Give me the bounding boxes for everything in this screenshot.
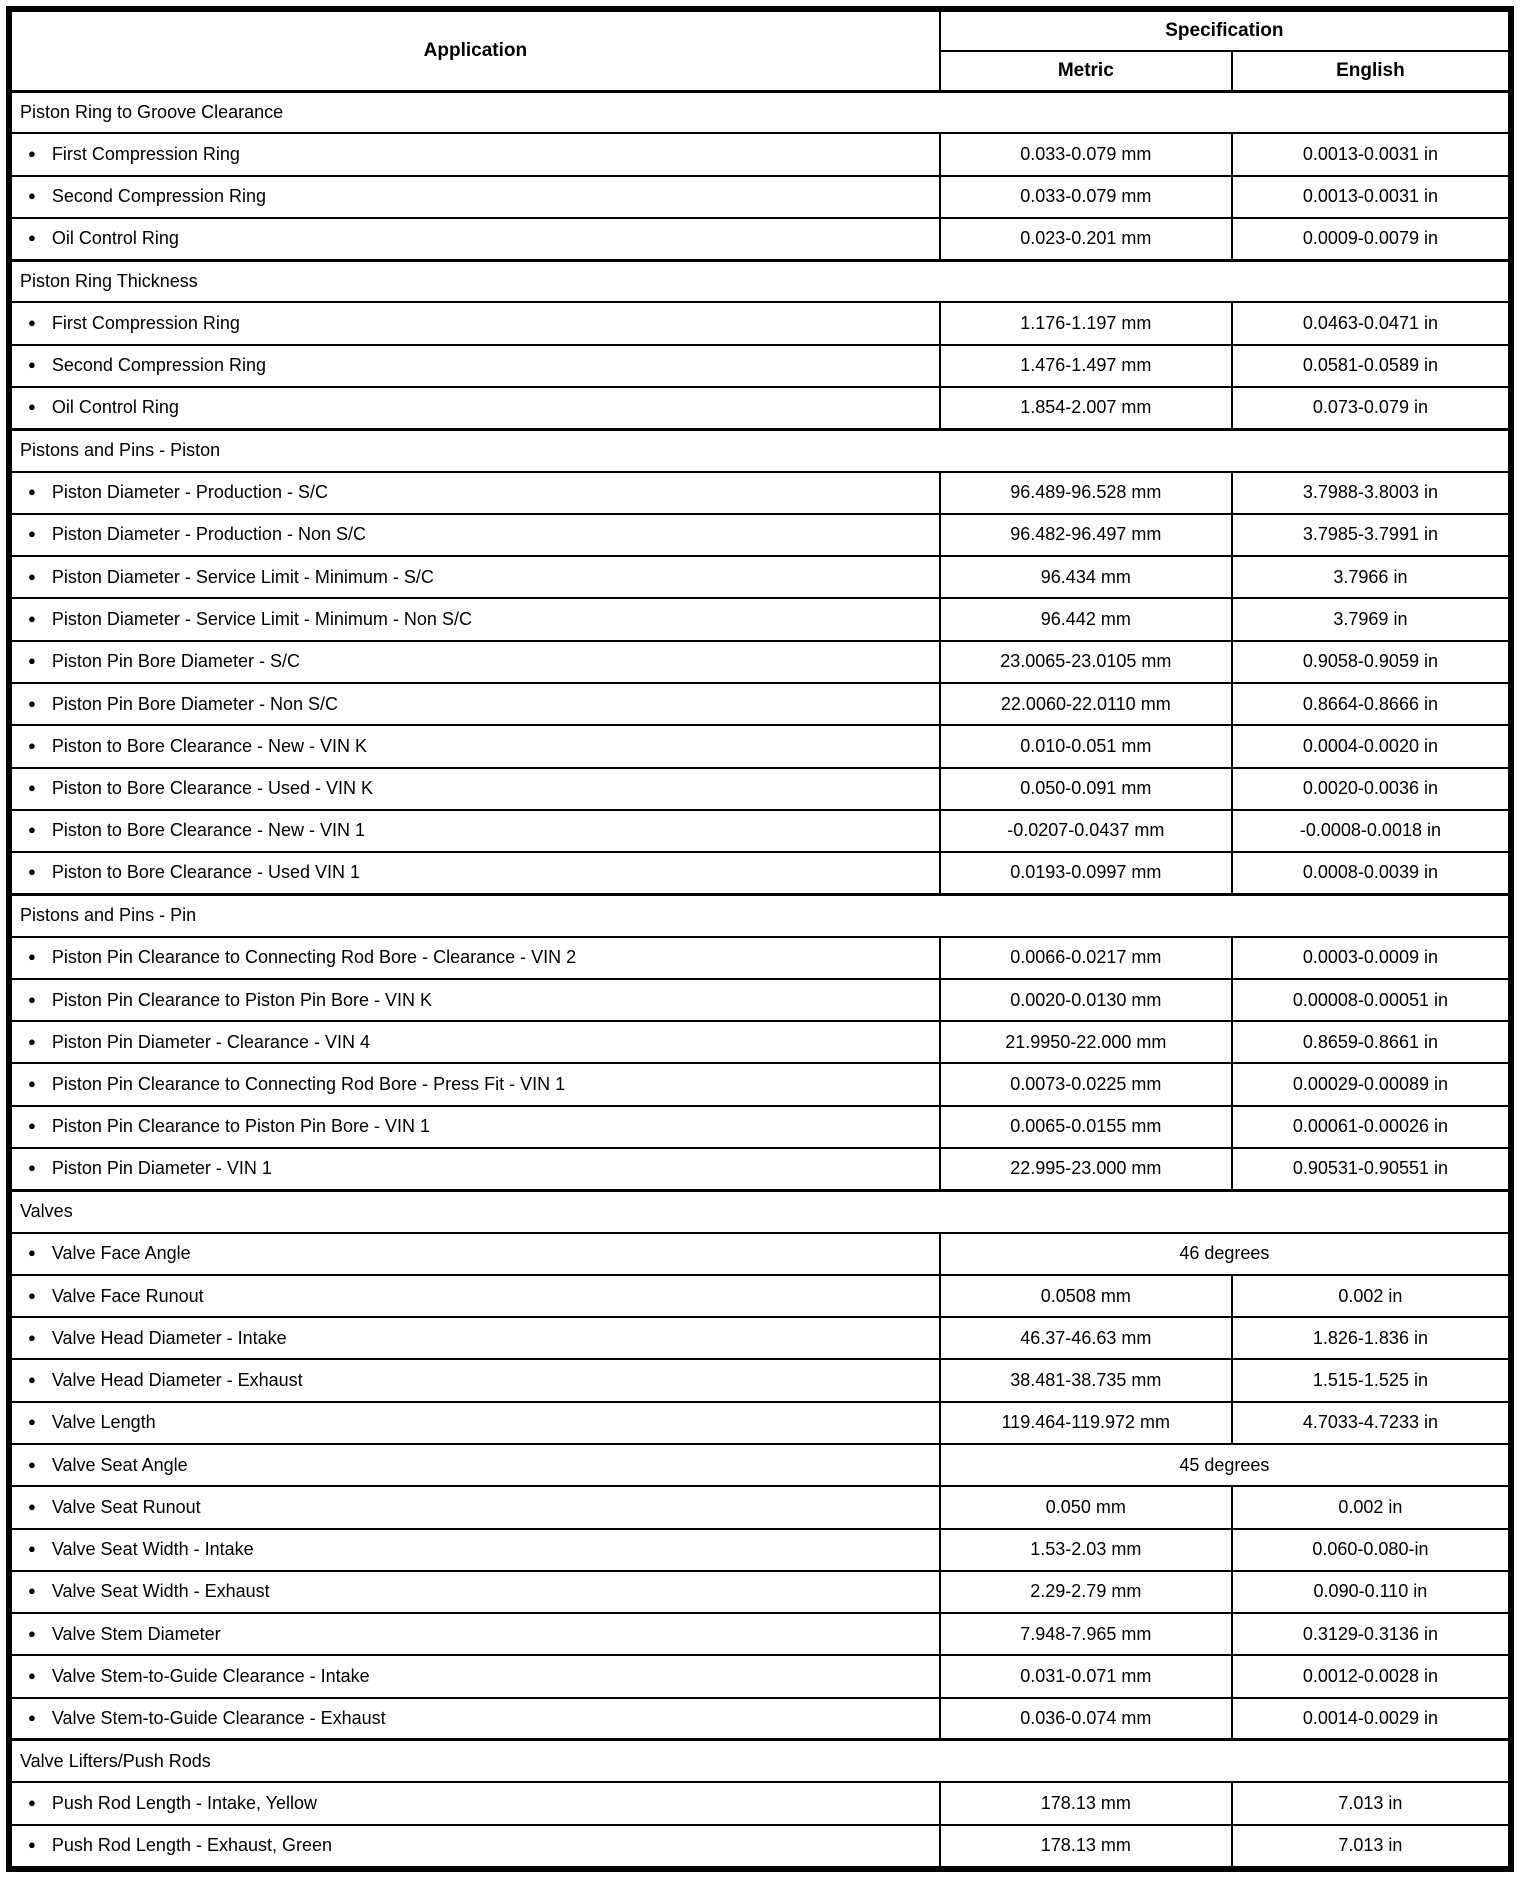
section-title: Piston Ring to Groove Clearance — [11, 91, 1509, 133]
spec-row — [11, 1275, 1509, 1317]
bullet-icon: ● — [28, 399, 36, 415]
spec-value-english: 4.7033-4.7233 in — [1232, 1402, 1509, 1444]
spec-value-english: 0.0013-0.0031 in — [1232, 176, 1509, 218]
spec-label-cell — [11, 133, 940, 175]
spec-value-metric: 0.010-0.051 mm — [940, 725, 1232, 767]
spec-row — [11, 218, 1509, 260]
spec-label-cell — [11, 1148, 940, 1190]
spec-row — [11, 979, 1509, 1021]
spec-label-cell — [11, 852, 940, 894]
bullet-icon: ● — [28, 230, 36, 246]
spec-value-english: 0.090-0.110 in — [1232, 1571, 1509, 1613]
spec-label-text: Valve Head Diameter - Intake — [51, 1327, 287, 1348]
spec-value-metric: 0.0066-0.0217 mm — [940, 937, 1232, 979]
spec-label-text: Valve Seat Width - Intake — [51, 1539, 254, 1560]
spec-row — [11, 1317, 1509, 1359]
spec-value-metric: 0.0073-0.0225 mm — [940, 1063, 1232, 1105]
spec-value-metric: 0.033-0.079 mm — [940, 176, 1232, 218]
spec-row — [11, 1698, 1509, 1740]
spec-value-english: 0.3129-0.3136 in — [1232, 1613, 1509, 1655]
column-header-metric: Metric — [940, 51, 1232, 91]
bullet-icon: ● — [28, 1625, 36, 1641]
spec-label-cell — [11, 979, 940, 1021]
spec-label-cell — [11, 768, 940, 810]
spec-value-english: 0.002 in — [1232, 1486, 1509, 1528]
spec-label-cell — [11, 556, 940, 598]
spec-value-metric: 178.13 mm — [940, 1782, 1232, 1824]
spec-value-english: 0.8659-0.8661 in — [1232, 1021, 1509, 1063]
spec-row — [11, 683, 1509, 725]
bullet-icon: ● — [28, 1498, 36, 1514]
spec-value-metric: 0.0065-0.0155 mm — [940, 1106, 1232, 1148]
spec-value-metric: 96.489-96.528 mm — [940, 472, 1232, 514]
spec-label-text: Piston Pin Clearance to Connecting Rod Bore - Clearance - VIN 2 — [51, 947, 577, 968]
spec-label-text: Piston Pin Bore Diameter - Non S/C — [51, 693, 338, 714]
spec-label-text: Piston to Bore Clearance - Used - VIN K — [51, 778, 373, 799]
table-header — [11, 11, 1509, 91]
section-title: Pistons and Pins - Pin — [11, 894, 1509, 936]
spec-label-cell — [11, 1359, 940, 1401]
spec-row — [11, 1782, 1509, 1824]
spec-label-cell — [11, 1613, 940, 1655]
spec-row — [11, 1444, 1509, 1486]
spec-row — [11, 1529, 1509, 1571]
spec-label-cell — [11, 514, 940, 556]
spec-value-metric: 46.37-46.63 mm — [940, 1317, 1232, 1359]
bullet-icon: ● — [28, 315, 36, 331]
spec-value-metric: 0.033-0.079 mm — [940, 133, 1232, 175]
spec-value-english: 0.0008-0.0039 in — [1232, 852, 1509, 894]
bullet-icon: ● — [28, 1668, 36, 1684]
bullet-icon: ● — [28, 1456, 36, 1472]
spec-label-text: Piston Pin Clearance to Piston Pin Bore - VIN 1 — [51, 1116, 431, 1137]
spec-value-metric: 1.176-1.197 mm — [940, 302, 1232, 344]
spec-label-text: Valve Seat Width - Exhaust — [51, 1581, 270, 1602]
spec-label-text: Valve Face Runout — [51, 1285, 204, 1306]
bullet-icon: ● — [28, 653, 36, 669]
spec-value-english: 0.0004-0.0020 in — [1232, 725, 1509, 767]
section-row — [11, 429, 1509, 471]
spec-label-text: Valve Stem Diameter — [51, 1623, 221, 1644]
spec-value-metric: 0.0193-0.0997 mm — [940, 852, 1232, 894]
spec-value-english: 0.0014-0.0029 in — [1232, 1698, 1509, 1740]
spec-value-english: 0.0581-0.0589 in — [1232, 345, 1509, 387]
spec-label-text: Second Compression Ring — [51, 355, 266, 376]
spec-row — [11, 598, 1509, 640]
spec-value-metric: -0.0207-0.0437 mm — [940, 810, 1232, 852]
spec-label-text: Valve Stem-to-Guide Clearance - Intake — [51, 1666, 370, 1687]
spec-label-text: Piston Diameter - Service Limit - Minimum - Non S/C — [51, 609, 472, 630]
bullet-icon: ● — [28, 949, 36, 965]
spec-label-text: Piston to Bore Clearance - Used VIN 1 — [51, 862, 361, 883]
section-row — [11, 260, 1509, 302]
spec-value-english: 0.060-0.080-in — [1232, 1529, 1509, 1571]
spec-value-metric: 0.0508 mm — [940, 1275, 1232, 1317]
spec-value-english: 0.00061-0.00026 in — [1232, 1106, 1509, 1148]
bullet-icon: ● — [28, 864, 36, 880]
bullet-icon: ● — [28, 145, 36, 161]
spec-row — [11, 345, 1509, 387]
section-title: Valves — [11, 1190, 1509, 1232]
spec-value-english: 3.7985-3.7991 in — [1232, 514, 1509, 556]
spec-label-cell — [11, 1063, 940, 1105]
spec-value-metric: 1.854-2.007 mm — [940, 387, 1232, 429]
section-row — [11, 91, 1509, 133]
section-title: Valve Lifters/Push Rods — [11, 1740, 1509, 1782]
section-title: Pistons and Pins - Piston — [11, 429, 1509, 471]
spec-label-cell — [11, 345, 940, 387]
spec-value-metric: 0.023-0.201 mm — [940, 218, 1232, 260]
bullet-icon: ● — [28, 1837, 36, 1853]
bullet-icon: ● — [28, 1160, 36, 1176]
spec-label-text: Valve Head Diameter - Exhaust — [51, 1370, 303, 1391]
spec-row — [11, 1021, 1509, 1063]
spec-label-cell — [11, 1655, 940, 1697]
spec-row — [11, 1106, 1509, 1148]
bullet-icon: ● — [28, 1710, 36, 1726]
spec-value-metric: 0.036-0.074 mm — [940, 1698, 1232, 1740]
spec-label-text: Valve Stem-to-Guide Clearance - Exhaust — [51, 1708, 386, 1729]
spec-value-metric: 96.482-96.497 mm — [940, 514, 1232, 556]
spec-value-metric: 119.464-119.972 mm — [940, 1402, 1232, 1444]
spec-label-cell — [11, 810, 940, 852]
spec-label-cell — [11, 937, 940, 979]
spec-value-english: 1.515-1.525 in — [1232, 1359, 1509, 1401]
spec-row — [11, 1825, 1509, 1867]
spec-value-metric: 22.995-23.000 mm — [940, 1148, 1232, 1190]
spec-label-cell — [11, 1529, 940, 1571]
bullet-icon: ● — [28, 568, 36, 584]
spec-value-english: 0.0020-0.0036 in — [1232, 768, 1509, 810]
spec-row — [11, 937, 1509, 979]
bullet-icon: ● — [28, 1414, 36, 1430]
spec-value-metric: 38.481-38.735 mm — [940, 1359, 1232, 1401]
specification-document-page — [6, 6, 1514, 1872]
bullet-icon: ● — [28, 484, 36, 500]
spec-label-text: Piston Diameter - Production - S/C — [51, 482, 328, 503]
spec-label-cell — [11, 176, 940, 218]
spec-label-cell — [11, 1444, 940, 1486]
column-header-application: Application — [11, 11, 940, 91]
spec-label-cell — [11, 1106, 940, 1148]
spec-row — [11, 472, 1509, 514]
spec-row — [11, 1571, 1509, 1613]
spec-value-english: 7.013 in — [1232, 1825, 1509, 1867]
spec-value-metric: 22.0060-22.0110 mm — [940, 683, 1232, 725]
spec-label-text: Piston to Bore Clearance - New - VIN 1 — [51, 820, 365, 841]
spec-label-cell — [11, 1021, 940, 1063]
spec-label-text: Oil Control Ring — [51, 397, 179, 418]
spec-row — [11, 1402, 1509, 1444]
spec-label-cell — [11, 641, 940, 683]
spec-value-metric: 96.442 mm — [940, 598, 1232, 640]
spec-value-metric: 21.9950-22.000 mm — [940, 1021, 1232, 1063]
spec-row — [11, 1613, 1509, 1655]
bullet-icon: ● — [28, 1794, 36, 1810]
spec-value-english: 7.013 in — [1232, 1782, 1509, 1824]
bullet-icon: ● — [28, 695, 36, 711]
spec-value-english: 0.9058-0.9059 in — [1232, 641, 1509, 683]
bullet-icon: ● — [28, 822, 36, 838]
spec-row — [11, 768, 1509, 810]
section-row — [11, 1190, 1509, 1232]
spec-row — [11, 1359, 1509, 1401]
bullet-icon: ● — [28, 1329, 36, 1345]
spec-label-cell — [11, 1275, 940, 1317]
spec-row — [11, 176, 1509, 218]
spec-label-text: Piston Diameter - Service Limit - Minimum - S/C — [51, 566, 434, 587]
spec-row — [11, 556, 1509, 598]
spec-value-metric: 0.0020-0.0130 mm — [940, 979, 1232, 1021]
spec-row — [11, 133, 1509, 175]
spec-label-text: Valve Seat Angle — [51, 1454, 188, 1475]
spec-label-cell — [11, 1825, 940, 1867]
spec-row — [11, 387, 1509, 429]
spec-label-text: Piston Pin Diameter - Clearance - VIN 4 — [51, 1031, 370, 1052]
spec-label-text: Piston Pin Clearance to Piston Pin Bore - VIN K — [51, 989, 433, 1010]
bullet-icon: ● — [28, 357, 36, 373]
table-body — [11, 91, 1509, 1867]
spec-value-metric: 1.53-2.03 mm — [940, 1529, 1232, 1571]
spec-row — [11, 1655, 1509, 1697]
spec-label-text: First Compression Ring — [51, 143, 240, 164]
spec-value-english: 1.826-1.836 in — [1232, 1317, 1509, 1359]
section-row — [11, 894, 1509, 936]
spec-value-combined: 46 degrees — [940, 1233, 1509, 1275]
spec-value-english: 3.7969 in — [1232, 598, 1509, 640]
spec-value-english: -0.0008-0.0018 in — [1232, 810, 1509, 852]
spec-value-metric: 2.29-2.79 mm — [940, 1571, 1232, 1613]
specification-table — [10, 10, 1510, 1868]
spec-value-english: 3.7966 in — [1232, 556, 1509, 598]
spec-label-cell — [11, 598, 940, 640]
spec-value-metric: 0.031-0.071 mm — [940, 1655, 1232, 1697]
spec-value-combined: 45 degrees — [940, 1444, 1509, 1486]
spec-row — [11, 514, 1509, 556]
spec-value-metric: 0.050 mm — [940, 1486, 1232, 1528]
bullet-icon: ● — [28, 991, 36, 1007]
bullet-icon: ● — [28, 1583, 36, 1599]
spec-label-cell — [11, 472, 940, 514]
spec-value-english: 3.7988-3.8003 in — [1232, 472, 1509, 514]
spec-label-text: Piston Pin Diameter - VIN 1 — [51, 1158, 272, 1179]
spec-label-text: Second Compression Ring — [51, 186, 266, 207]
spec-label-text: Valve Length — [51, 1412, 156, 1433]
spec-label-cell — [11, 302, 940, 344]
spec-label-text: First Compression Ring — [51, 313, 240, 334]
spec-value-english: 0.0013-0.0031 in — [1232, 133, 1509, 175]
bullet-icon: ● — [28, 188, 36, 204]
header-row-top — [11, 11, 1509, 51]
spec-label-cell — [11, 1698, 940, 1740]
spec-value-english: 0.0003-0.0009 in — [1232, 937, 1509, 979]
spec-value-english: 0.073-0.079 in — [1232, 387, 1509, 429]
spec-label-cell — [11, 387, 940, 429]
spec-label-text: Piston to Bore Clearance - New - VIN K — [51, 735, 367, 756]
spec-label-text: Valve Face Angle — [51, 1243, 191, 1264]
spec-label-text: Push Rod Length - Exhaust, Green — [51, 1835, 333, 1856]
spec-value-metric: 1.476-1.497 mm — [940, 345, 1232, 387]
spec-label-cell — [11, 218, 940, 260]
spec-value-english: 0.00029-0.00089 in — [1232, 1063, 1509, 1105]
spec-value-english: 0.00008-0.00051 in — [1232, 979, 1509, 1021]
spec-row — [11, 852, 1509, 894]
spec-value-metric: 0.050-0.091 mm — [940, 768, 1232, 810]
bullet-icon: ● — [28, 1372, 36, 1388]
bullet-icon: ● — [28, 1245, 36, 1261]
spec-label-cell — [11, 683, 940, 725]
spec-row — [11, 1486, 1509, 1528]
spec-value-english: 0.002 in — [1232, 1275, 1509, 1317]
bullet-icon: ● — [28, 1287, 36, 1303]
spec-value-metric: 178.13 mm — [940, 1825, 1232, 1867]
section-row — [11, 1740, 1509, 1782]
spec-label-text: Valve Seat Runout — [51, 1496, 201, 1517]
spec-value-metric: 7.948-7.965 mm — [940, 1613, 1232, 1655]
bullet-icon: ● — [28, 1118, 36, 1134]
column-header-english: English — [1232, 51, 1509, 91]
spec-value-english: 0.0012-0.0028 in — [1232, 1655, 1509, 1697]
spec-row — [11, 1148, 1509, 1190]
spec-value-english: 0.8664-0.8666 in — [1232, 683, 1509, 725]
spec-label-cell — [11, 725, 940, 767]
spec-label-text: Oil Control Ring — [51, 228, 179, 249]
bullet-icon: ● — [28, 1033, 36, 1049]
spec-label-text: Piston Pin Bore Diameter - S/C — [51, 651, 300, 672]
spec-row — [11, 1233, 1509, 1275]
spec-label-text: Push Rod Length - Intake, Yellow — [51, 1792, 318, 1813]
spec-row — [11, 810, 1509, 852]
bullet-icon: ● — [28, 1541, 36, 1557]
spec-row — [11, 302, 1509, 344]
bullet-icon: ● — [28, 526, 36, 542]
spec-value-metric: 23.0065-23.0105 mm — [940, 641, 1232, 683]
spec-value-english: 0.0463-0.0471 in — [1232, 302, 1509, 344]
bullet-icon: ● — [28, 611, 36, 627]
spec-value-english: 0.0009-0.0079 in — [1232, 218, 1509, 260]
bullet-icon: ● — [28, 780, 36, 796]
bullet-icon: ● — [28, 737, 36, 753]
spec-row — [11, 725, 1509, 767]
spec-label-cell — [11, 1782, 940, 1824]
spec-row — [11, 1063, 1509, 1105]
spec-label-cell — [11, 1486, 940, 1528]
section-title: Piston Ring Thickness — [11, 260, 1509, 302]
spec-value-metric: 96.434 mm — [940, 556, 1232, 598]
spec-value-english: 0.90531-0.90551 in — [1232, 1148, 1509, 1190]
spec-label-cell — [11, 1317, 940, 1359]
spec-label-text: Piston Diameter - Production - Non S/C — [51, 524, 366, 545]
column-header-specification: Specification — [940, 11, 1509, 51]
spec-label-cell — [11, 1233, 940, 1275]
spec-row — [11, 641, 1509, 683]
spec-label-text: Piston Pin Clearance to Connecting Rod Bore - Press Fit - VIN 1 — [51, 1074, 566, 1095]
spec-label-cell — [11, 1402, 940, 1444]
spec-label-cell — [11, 1571, 940, 1613]
bullet-icon: ● — [28, 1076, 36, 1092]
